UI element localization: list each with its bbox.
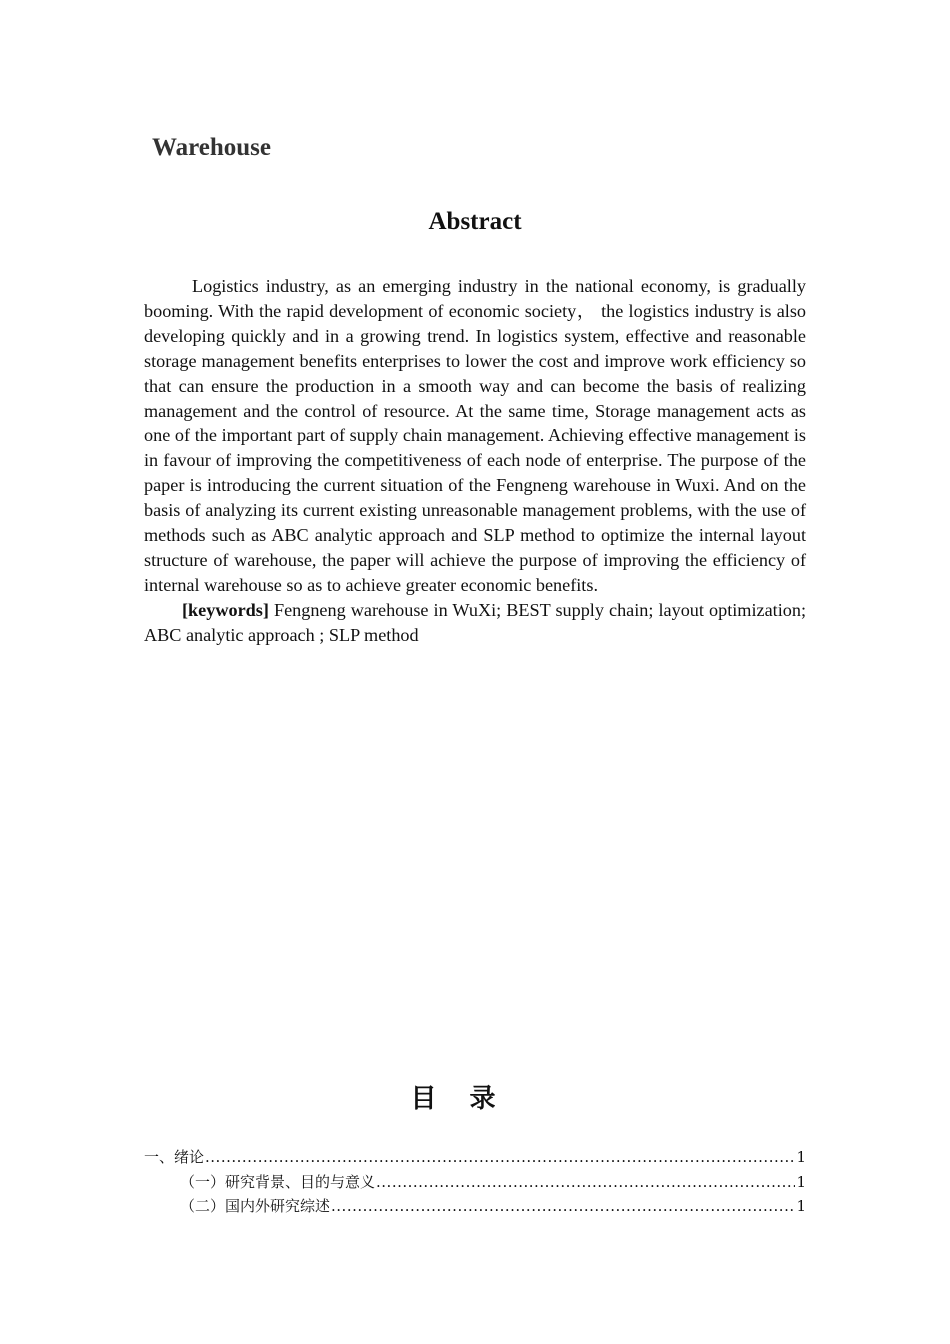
- keywords-label: [keywords]: [182, 599, 269, 620]
- toc-entry-page: 1: [796, 1172, 806, 1191]
- abstract-paragraph: Logistics industry, as an emerging industry in the national economy, is gradually booming. With the rapid development of economic society， the logistics industry is also developing quickly and in a growing trend. In logistics system, effective and reasonable storage management benefits enterprises to lower the cost and improve work efficiency so that can ensure the production in a smooth way and can become the basis of realizing management and the control of resource. At the same time, Storage management acts as one of the important part of supply chain management. Achieving effective management is in favour of improving the competitiveness of each node of enterprise. The purpose of the paper is introducing the current situation of the Fengneng warehouse in Wuxi. And on the basis of analyzing its current existing unreasonable management problems, with the use of methods such as ABC analytic approach and SLP method to optimize the internal layout structure of warehouse, the paper will achieve the purpose of improving the efficiency of internal warehouse so as to achieve greater economic benefits.: [144, 276, 806, 595]
- toc-entry[interactable]: [144, 1146, 806, 1171]
- abstract-title: Abstract: [428, 208, 522, 235]
- abstract-body: [144, 274, 806, 648]
- toc-leader-dots: [376, 1173, 795, 1191]
- toc-entry[interactable]: [144, 1195, 806, 1220]
- toc-entry[interactable]: [144, 1171, 806, 1196]
- toc-entry-label: （一）研究背景、目的与意义: [180, 1172, 376, 1191]
- toc-entry-label: （二）国内外研究综述: [180, 1197, 331, 1215]
- toc-entry-label: 一、绪论: [144, 1148, 205, 1166]
- keywords-paragraph: [144, 598, 806, 648]
- table-of-contents: [144, 1146, 806, 1220]
- toc-leader-dots: [205, 1148, 795, 1166]
- document-heading: Warehouse: [152, 134, 271, 161]
- toc-entry-page: 1: [796, 1197, 806, 1215]
- toc-title: 目 录: [410, 1084, 508, 1114]
- toc-leader-dots: [331, 1197, 795, 1215]
- keywords-text: Fengneng warehouse in WuXi; BEST supply chain; layout optimization; ABC analytic approach ; SLP method: [144, 599, 806, 645]
- toc-entry-page: 1: [796, 1148, 806, 1166]
